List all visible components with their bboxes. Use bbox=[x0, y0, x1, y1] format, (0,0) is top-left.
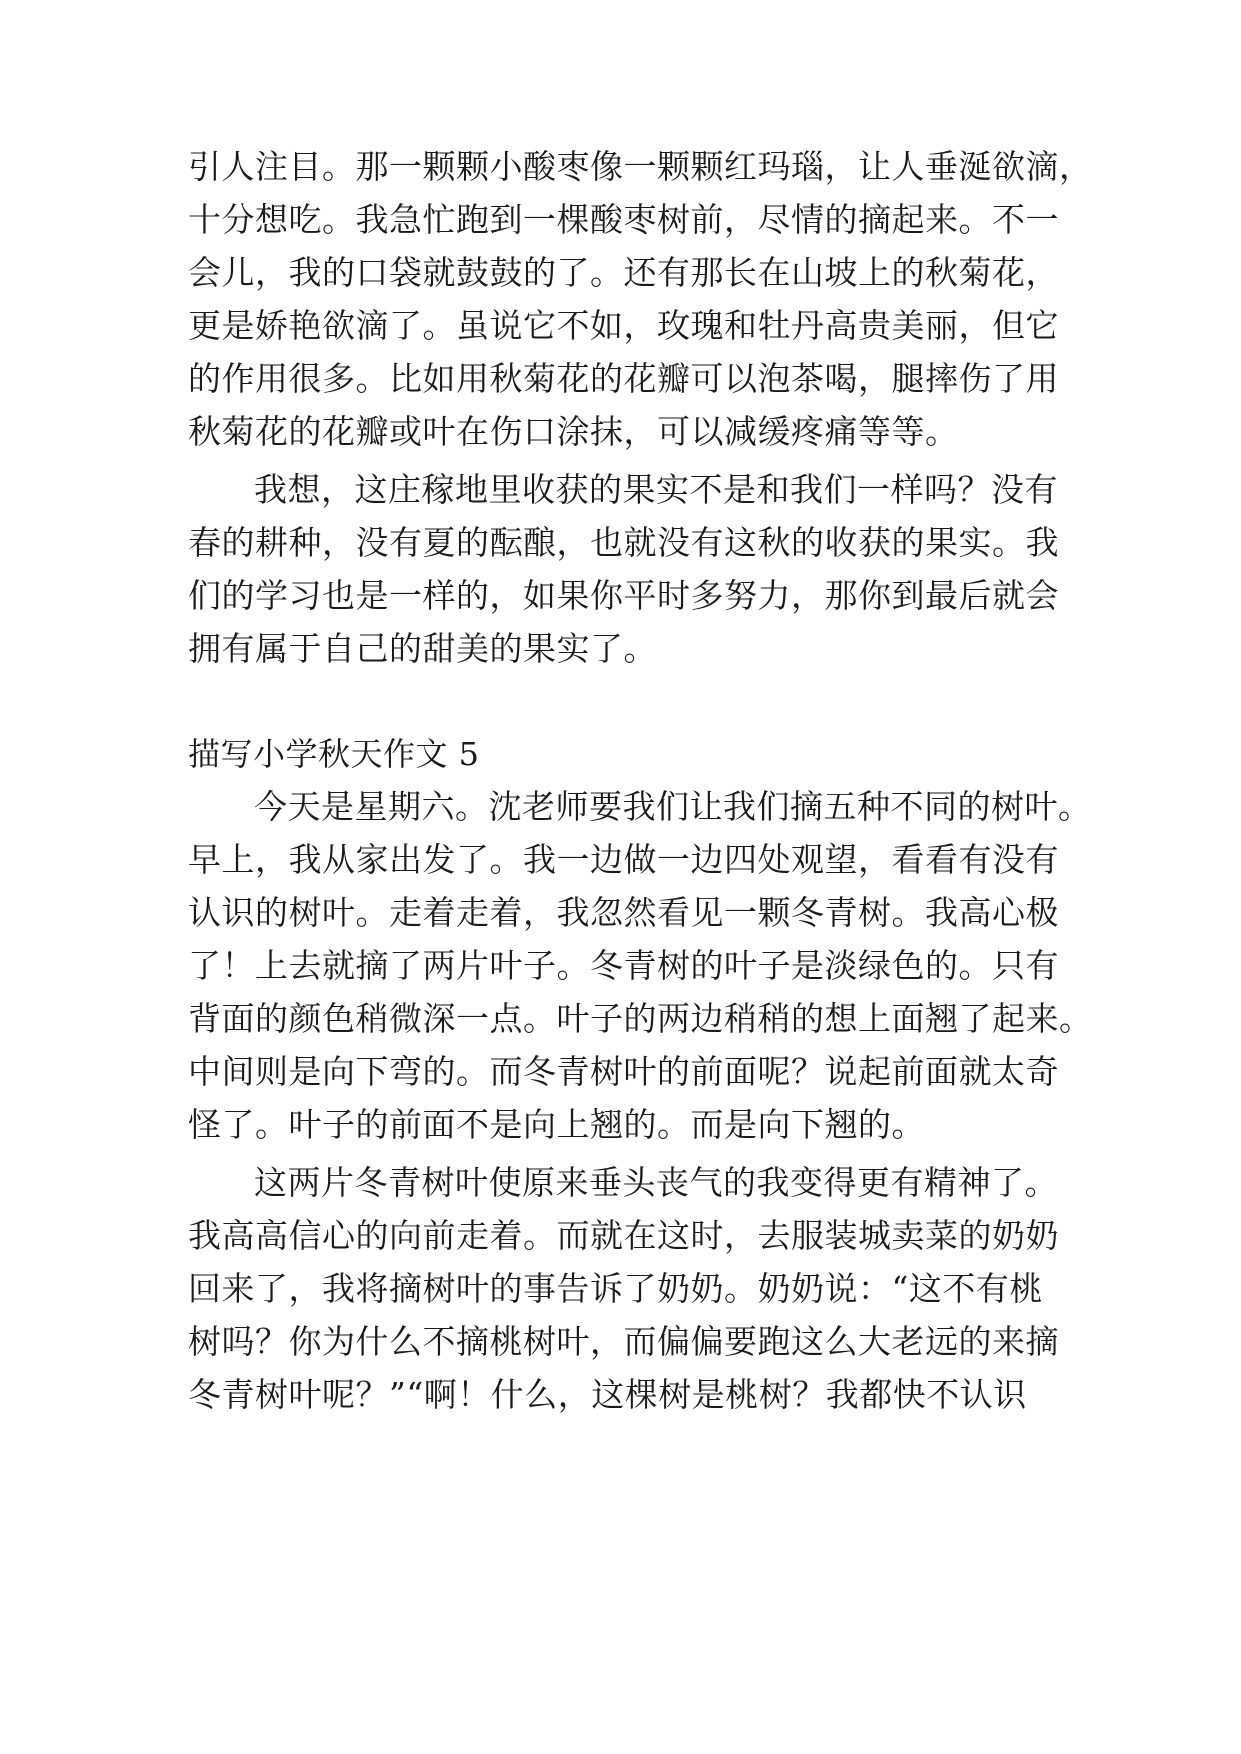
text-line: 我高高信心的向前走着。而就在这时，去服装城卖菜的奶奶 bbox=[188, 1216, 1059, 1255]
text-line: 早上，我从家出发了。我一边做一边四处观望，看看有没有 bbox=[188, 840, 1059, 879]
text-line: 春的耕种，没有夏的酝酿，也就没有这秋的收获的果实。我 bbox=[188, 523, 1059, 562]
text-line: 怪了。叶子的前面不是向上翘的。而是向下翘的。 bbox=[188, 1105, 925, 1144]
text-line: 秋菊花的花瓣或叶在伤口涂抹，可以减缓疼痛等等。 bbox=[188, 412, 959, 451]
text-line: 更是娇艳欲滴了。虽说它不如，玫瑰和牡丹高贵美丽，但它 bbox=[188, 306, 1059, 345]
text-line: 这两片冬青树叶使原来垂头丧气的我变得更有精神了。 bbox=[254, 1163, 1058, 1202]
text-line: 今天是星期六。沈老师要我们让我们摘五种不同的树叶。 bbox=[254, 787, 1092, 826]
text-line: 拥有属于自己的甜美的果实了。 bbox=[188, 629, 657, 668]
text-line: 认识的树叶。走着走着，我忽然看见一颗冬青树。我高心极 bbox=[188, 893, 1059, 932]
text-line: 十分想吃。我急忙跑到一棵酸枣树前，尽情的摘起来。不一 bbox=[188, 200, 1059, 239]
text-line: 冬青树叶呢？”“啊！什么，这棵树是桃树？我都快不认识 bbox=[188, 1375, 1027, 1414]
text-line: 了！上去就摘了两片叶子。冬青树的叶子是淡绿色的。只有 bbox=[188, 946, 1059, 985]
text-line: 会儿，我的口袋就鼓鼓的了。还有那长在山坡上的秋菊花， bbox=[188, 253, 1059, 292]
text-line: 中间则是向下弯的。而冬青树叶的前面呢？说起前面就太奇 bbox=[188, 1052, 1059, 1091]
text-line: 树吗？你为什么不摘桃树叶，而偏偏要跑这么大老远的来摘 bbox=[188, 1322, 1059, 1361]
text-line: 引人注目。那一颗颗小酸枣像一颗颗红玛瑙，让人垂涎欲滴， bbox=[188, 147, 1093, 186]
text-line: 们的学习也是一样的，如果你平时多努力，那你到最后就会 bbox=[188, 576, 1059, 615]
text-line: 回来了，我将摘树叶的事告诉了奶奶。奶奶说：“这不有桃 bbox=[188, 1269, 1043, 1308]
text-line: 我想，这庄稼地里收获的果实不是和我们一样吗？没有 bbox=[254, 470, 1058, 509]
text-line: 背面的颜色稍微深一点。叶子的两边稍稍的想上面翘了起来。 bbox=[188, 999, 1093, 1038]
text-line: 的作用很多。比如用秋菊花的花瓣可以泡茶喝，腿摔伤了用 bbox=[188, 359, 1059, 398]
essay-title: 描写小学秋天作文 5 bbox=[188, 735, 480, 773]
